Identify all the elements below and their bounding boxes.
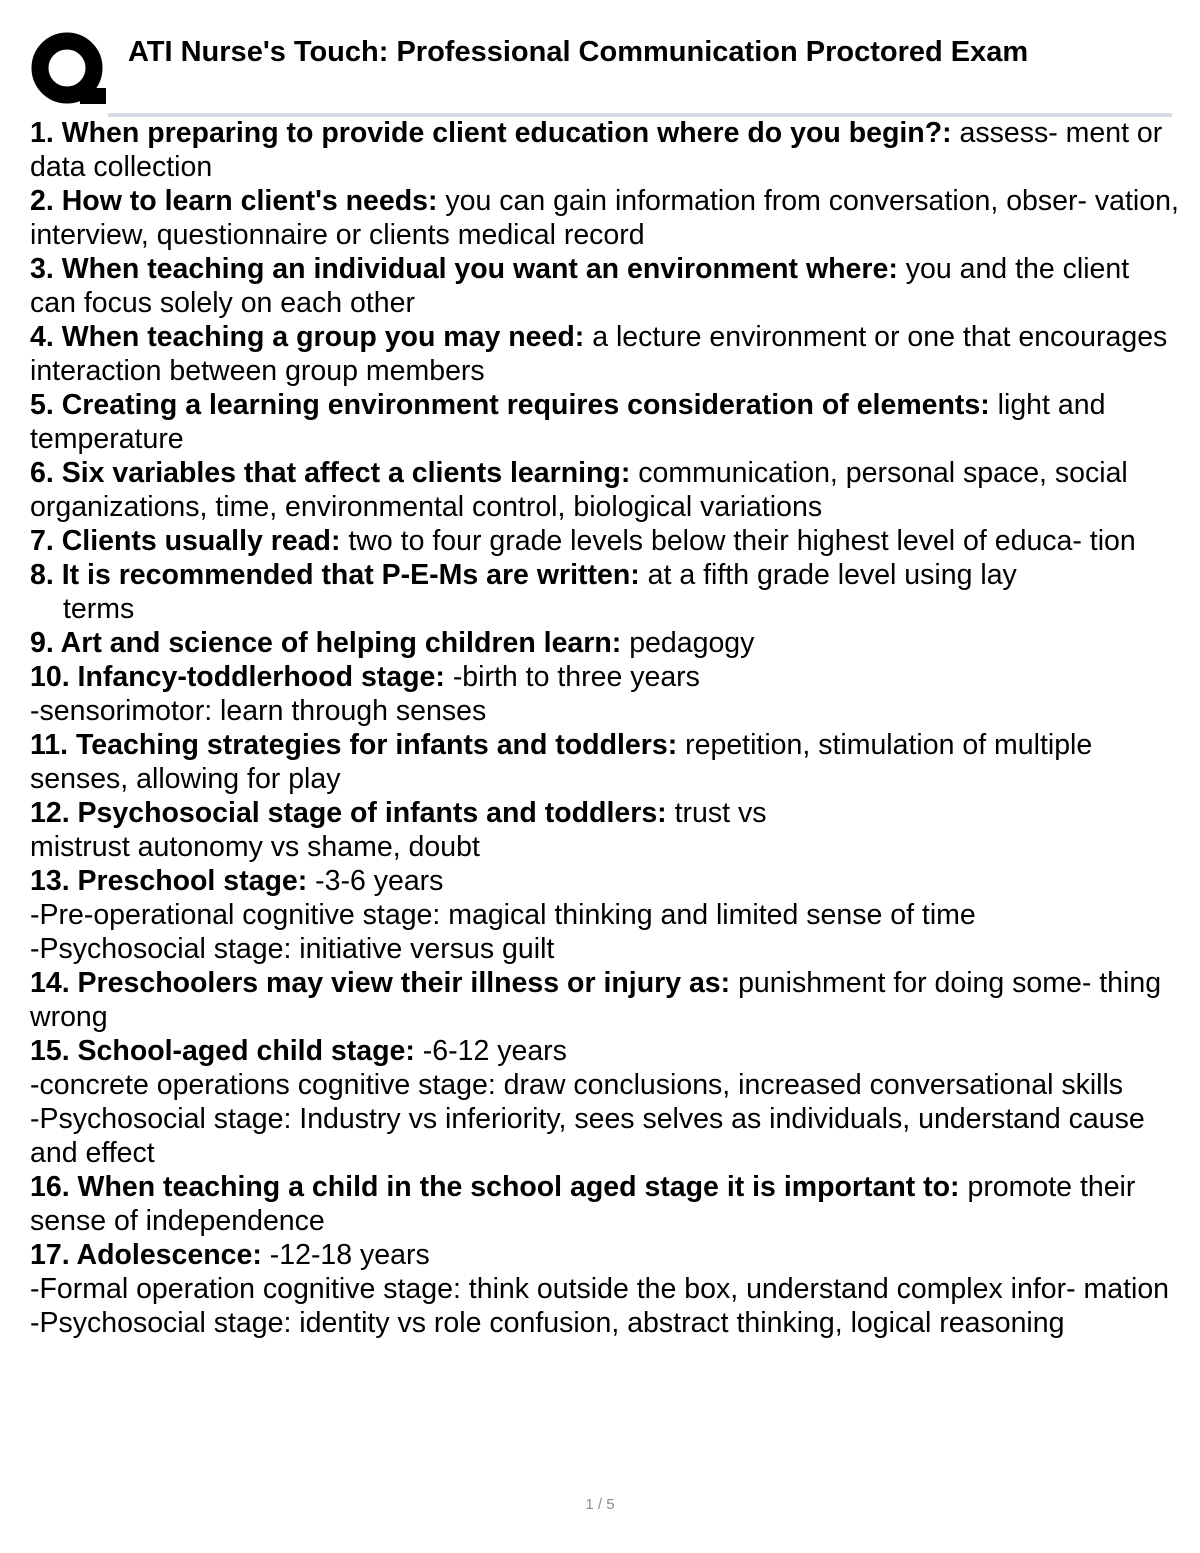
flashcard-definition: repetition, stimulation of multiple senses, allowing for play	[30, 729, 1093, 795]
flashcard-definition-continued: terms	[63, 593, 135, 625]
flashcard-item	[30, 252, 1180, 320]
flashcard-definition: -birth to three years	[452, 661, 700, 693]
flashcard-item	[30, 116, 1180, 184]
flashcard-item	[30, 388, 1180, 456]
flashcard-term: 6. Six variables that affect a clients learning:	[30, 457, 631, 489]
flashcard-term: 14. Preschoolers may view their illness or injury as:	[30, 967, 731, 999]
flashcard-item	[30, 966, 1180, 1034]
flashcard-term: 10. Infancy-toddlerhood stage:	[30, 661, 445, 693]
flashcard-term: 8. It is recommended that P-E-Ms are written:	[30, 559, 640, 591]
flashcard-item	[30, 1034, 1180, 1068]
flashcard-list	[30, 116, 1180, 1340]
flashcard-item	[30, 1170, 1180, 1238]
flashcard-item	[30, 796, 1180, 830]
flashcard-definition: you can gain information from conversation, obser- vation, interview, questionnaire or clients medical record	[30, 185, 1179, 251]
flashcard-item	[30, 558, 1180, 592]
flashcard-term: 16. When teaching a child in the school aged stage it is important to:	[30, 1171, 960, 1203]
flashcard-definition: at a fifth grade level using lay	[647, 559, 1017, 591]
flashcard-definition: pedagogy	[629, 627, 755, 659]
flashcard-definition: punishment for doing some- thing wrong	[30, 967, 1162, 1033]
page-title: ATI Nurse's Touch: Professional Communication Proctored Exam	[128, 36, 1029, 68]
flashcard-item	[30, 524, 1180, 558]
flashcard-item	[30, 660, 1180, 694]
flashcard-term: 3. When teaching an individual you want an environment where:	[30, 253, 898, 285]
flashcard-definition: two to four grade levels below their highest level of educa- tion	[348, 525, 1136, 557]
flashcard-term: 17. Adolescence:	[30, 1239, 262, 1271]
flashcard-definition: -3-6 years	[315, 865, 444, 897]
flashcard-detail-line: -Psychosocial stage: Industry vs inferiority, sees selves as individuals, understand cause and effect	[30, 1103, 1145, 1169]
page-indicator: 1 / 5	[585, 1496, 615, 1513]
flashcard-definition: -6-12 years	[422, 1035, 567, 1067]
flashcard-term: 15. School-aged child stage:	[30, 1035, 415, 1067]
flashcard-item	[30, 184, 1180, 252]
flashcard-term: 13. Preschool stage:	[30, 865, 308, 897]
flashcard-detail-line: mistrust autonomy vs shame, doubt	[30, 831, 480, 863]
flashcard-item	[30, 456, 1180, 524]
flashcard-detail-line: -Pre-operational cognitive stage: magical thinking and limited sense of time	[30, 899, 976, 931]
quizlet-q-logo-icon	[30, 30, 108, 108]
flashcard-term: 7. Clients usually read:	[30, 525, 341, 557]
flashcard-definition: assess- ment or data collection	[30, 117, 1163, 183]
flashcard-definition: promote their sense of independence	[30, 1171, 1136, 1237]
flashcard-item	[30, 728, 1180, 796]
flashcard-detail-line: -concrete operations cognitive stage: draw conclusions, increased conversational skills	[30, 1069, 1124, 1101]
flashcard-definition: light and temperature	[30, 389, 1106, 455]
flashcard-term: 5. Creating a learning environment requires consideration of elements:	[30, 389, 990, 421]
flashcard-item	[30, 864, 1180, 898]
flashcard-term: 1. When preparing to provide client education where do you begin?:	[30, 117, 952, 149]
flashcard-definition: -12-18 years	[269, 1239, 430, 1271]
flashcard-definition: trust vs	[674, 797, 767, 829]
flashcard-detail-line: -Formal operation cognitive stage: think outside the box, understand complex infor- mation	[30, 1273, 1170, 1305]
flashcard-definition: communication, personal space, social organizations, time, environmental control, biological variations	[30, 457, 1128, 523]
flashcard-detail-line: -Psychosocial stage: initiative versus guilt	[30, 933, 555, 965]
flashcard-definition: a lecture environment or one that encourages interaction between group members	[30, 321, 1168, 387]
flashcard-item	[30, 1238, 1180, 1272]
flashcard-detail-line: -Psychosocial stage: identity vs role confusion, abstract thinking, logical reasoning	[30, 1307, 1065, 1339]
flashcard-term: 2. How to learn client's needs:	[30, 185, 438, 217]
flashcard-detail-line: -sensorimotor: learn through senses	[30, 695, 487, 727]
flashcard-term: 11. Teaching strategies for infants and toddlers:	[30, 729, 678, 761]
flashcard-term: 12. Psychosocial stage of infants and toddlers:	[30, 797, 667, 829]
flashcard-term: 4. When teaching a group you may need:	[30, 321, 585, 353]
flashcard-item	[30, 626, 1180, 660]
flashcard-term: 9. Art and science of helping children learn:	[30, 627, 622, 659]
flashcard-item	[30, 320, 1180, 388]
flashcard-definition: you and the client can focus solely on each other	[30, 253, 1130, 319]
